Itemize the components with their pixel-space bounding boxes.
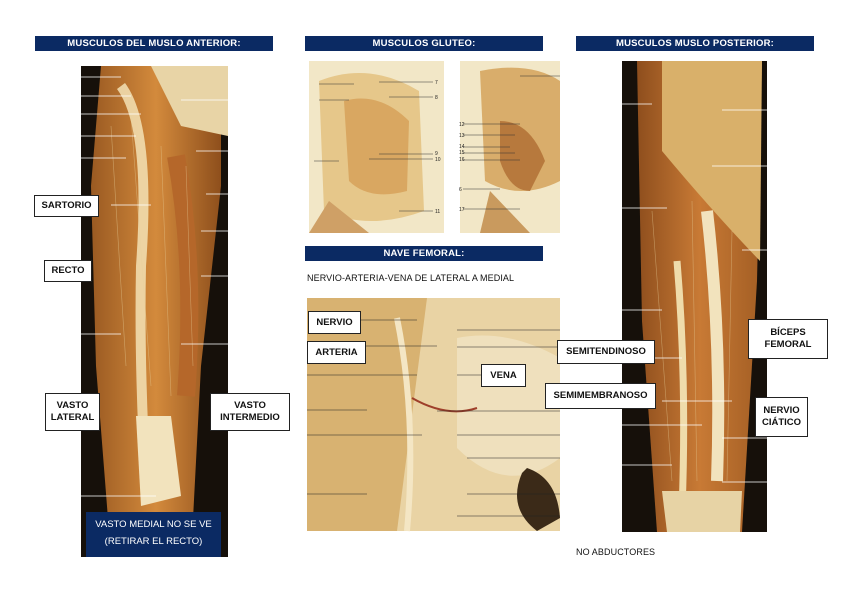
gluteo-num: 13 <box>459 133 465 139</box>
gluteo-num: 16 <box>459 157 465 163</box>
note-vasto-medial: VASTO MEDIAL NO SE VE (RETIRAR EL RECTO) <box>86 512 221 557</box>
label-sartorio: SARTORIO <box>34 195 99 217</box>
gluteo-num: 14 <box>459 144 465 150</box>
label-vasto-lateral: VASTO LATERAL <box>45 393 100 431</box>
femoral-description: NERVIO-ARTERIA-VENA DE LATERAL A MEDIAL <box>307 273 515 283</box>
gluteo-image-left <box>309 61 444 233</box>
gluteo-num: 12 <box>459 122 465 128</box>
gluteo-num: 11 <box>435 209 441 215</box>
label-semitendinoso: SEMITENDINOSO <box>557 340 655 364</box>
header-gluteo: MUSCULOS GLUTEO: <box>305 36 543 51</box>
header-anterior: MUSCULOS DEL MUSLO ANTERIOR: <box>35 36 273 51</box>
label-vena: VENA <box>481 364 526 387</box>
header-femoral: NAVE FEMORAL: <box>305 246 543 261</box>
gluteo-num: 17 <box>459 207 465 213</box>
label-recto: RECTO <box>44 260 92 282</box>
gluteo-num: 7 <box>435 80 438 86</box>
gluteo-image-right <box>460 61 560 233</box>
label-vasto-intermedio: VASTO INTERMEDIO <box>210 393 290 431</box>
label-nervio: NERVIO <box>308 311 361 334</box>
gluteo-num: 15 <box>459 150 465 156</box>
footer-note: NO ABDUCTORES <box>576 547 656 557</box>
gluteo-num: 10 <box>435 157 441 163</box>
label-arteria: ARTERIA <box>307 341 366 364</box>
label-semimembranoso: SEMIMEMBRANOSO <box>545 383 656 409</box>
gluteo-num: 8 <box>435 95 438 101</box>
label-biceps-femoral: BÍCEPS FEMORAL <box>748 319 828 359</box>
gluteo-num: 9 <box>435 151 438 157</box>
gluteo-num: 6 <box>459 187 462 193</box>
label-nervio-ciatico: NERVIO CIÁTICO <box>755 397 808 437</box>
header-posterior: MUSCULOS MUSLO POSTERIOR: <box>576 36 814 51</box>
posterior-thigh-image <box>622 61 767 532</box>
anterior-thigh-image <box>81 66 228 557</box>
